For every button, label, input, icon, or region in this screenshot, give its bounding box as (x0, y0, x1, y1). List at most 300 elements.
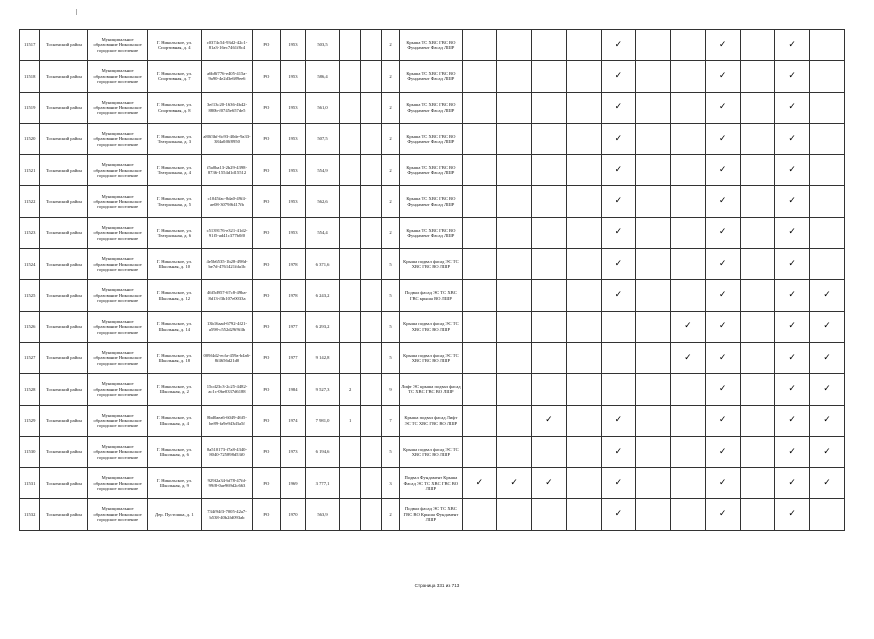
check-mark-icon: ✓ (823, 352, 831, 363)
lift-count-cell: 2 (339, 374, 360, 405)
build-year-cell: 1970 (280, 499, 306, 530)
lift-count-cell (339, 123, 360, 154)
district-cell: Тосненский район (40, 249, 88, 280)
house-guid-cell: 13b16aad-6792-4f21-a598-c552d29f9f4b (201, 311, 252, 342)
work-type-cell (636, 61, 671, 92)
area-cell: 554,9 (306, 155, 340, 186)
lift-count-cell: 1 (339, 405, 360, 436)
work-type-cell (532, 61, 567, 92)
floors-cell: 2 (381, 155, 399, 186)
build-year-cell: 1977 (280, 311, 306, 342)
build-year-cell: 1974 (280, 405, 306, 436)
work-type-cell (636, 92, 671, 123)
check-mark-icon: ✓ (788, 102, 796, 113)
row-id-cell: 11523 (20, 217, 40, 248)
work-type-cell (775, 155, 810, 186)
work-type-cell (566, 342, 601, 373)
table-body (20, 30, 845, 531)
table-row (20, 217, 845, 248)
work-type-cell (740, 374, 775, 405)
address-cell: Дер. Пустошка, д. 1 (147, 499, 201, 530)
work-type-cell (636, 499, 671, 530)
work-type-cell (740, 186, 775, 217)
work-type-cell (775, 249, 810, 280)
lift-count-cell (339, 280, 360, 311)
address-cell: Г. Никольское, ул. Школьная, д. 9 (147, 468, 201, 499)
check-mark-icon: ✓ (788, 164, 796, 175)
work-type-cell (462, 374, 497, 405)
work-type-cell (705, 123, 740, 154)
area-cell: 6 371,6 (306, 249, 340, 280)
floors-cell: 5 (381, 436, 399, 467)
work-type-cell (740, 342, 775, 373)
works-list-cell: Подвал фасад ЭС ТС ХВС ГВС ВО Крыша Фундамент ЛШР (400, 499, 462, 530)
work-type-cell (566, 92, 601, 123)
fund-form-cell: РО (253, 374, 281, 405)
fund-form-cell: РО (253, 342, 281, 373)
fund-form-cell: РО (253, 186, 281, 217)
build-year-cell: 1978 (280, 249, 306, 280)
work-type-cell (566, 155, 601, 186)
check-mark-icon: ✓ (614, 102, 623, 113)
row-id-cell: 11530 (20, 436, 40, 467)
lift-count-cell (339, 249, 360, 280)
work-type-cell (810, 468, 845, 499)
work-type-cell (566, 61, 601, 92)
lift-count-cell (339, 499, 360, 530)
check-mark-icon: ✓ (718, 415, 727, 426)
work-type-cell (636, 311, 671, 342)
house-guid-cell: 8a510173-f7a8-4340-8040-725898d53f0 (201, 436, 252, 467)
work-type-cell (810, 217, 845, 248)
district-cell: Тосненский район (40, 311, 88, 342)
district-cell: Тосненский район (40, 342, 88, 373)
lift-count-cell (339, 61, 360, 92)
work-type-cell (532, 280, 567, 311)
work-type-cell (497, 123, 532, 154)
work-type-cell (532, 374, 567, 405)
work-type-cell (636, 405, 671, 436)
municipality-cell: Муниципальное образование Никольское городское поселение (88, 186, 147, 217)
build-year-cell: 1953 (280, 61, 306, 92)
build-year-cell: 1953 (280, 186, 306, 217)
work-type-cell (671, 123, 706, 154)
page-number: Страница 331 из 713 (414, 583, 460, 588)
row-id-cell: 11532 (20, 499, 40, 530)
floors-cell: 9 (381, 374, 399, 405)
work-type-cell (636, 374, 671, 405)
works-list-cell: Крыша ТС ХВС ГВС ВО Фундамент Фасад ЛШР (400, 123, 462, 154)
row-id-cell: 11531 (20, 468, 40, 499)
area-cell: 562,6 (306, 186, 340, 217)
work-type-cell (601, 342, 636, 373)
fund-form-cell: РО (253, 92, 281, 123)
house-guid-cell: 4e5b6535-1b28-498d-be7d-4761421fda1b (201, 249, 252, 280)
row-id-cell: 11519 (20, 92, 40, 123)
district-cell: Тосненский район (40, 280, 88, 311)
work-type-cell (462, 30, 497, 61)
lift-count-cell (339, 92, 360, 123)
check-mark-icon: ✓ (823, 477, 831, 488)
lift-count-cell (339, 30, 360, 61)
municipality-cell: Муниципальное образование Никольское городское поселение (88, 61, 147, 92)
works-list-cell: Крыша подвал фасад ЭС ТС ХВС ГВС ВО ЛШР (400, 311, 462, 342)
work-type-cell (671, 405, 706, 436)
work-type-cell (671, 436, 706, 467)
check-mark-icon: ✓ (510, 477, 518, 488)
check-mark-icon: ✓ (788, 383, 796, 394)
check-mark-icon: ✓ (718, 39, 727, 50)
work-type-cell (497, 155, 532, 186)
district-cell: Тосненский район (40, 468, 88, 499)
check-mark-icon: ✓ (614, 133, 623, 144)
floors-cell: 2 (381, 61, 399, 92)
work-type-cell (671, 61, 706, 92)
address-cell: Г. Никольское, ул. Спортивная, д. 8 (147, 92, 201, 123)
check-mark-icon: ✓ (718, 477, 727, 488)
address-cell: Г. Никольское, ул. Театральная, д. 5 (147, 186, 201, 217)
scan-mark (76, 9, 77, 15)
work-type-cell (636, 280, 671, 311)
check-mark-icon: ✓ (684, 321, 692, 332)
lift-count-cell (339, 311, 360, 342)
work-type-cell (705, 499, 740, 530)
table-row (20, 92, 845, 123)
work-type-cell (532, 342, 567, 373)
fund-form-cell: РО (253, 468, 281, 499)
area-cell: 6 194,6 (306, 436, 340, 467)
area-cell: 507,5 (306, 123, 340, 154)
work-type-cell (705, 468, 740, 499)
work-type-cell (740, 155, 775, 186)
check-mark-icon: ✓ (788, 227, 796, 238)
work-type-cell (671, 311, 706, 342)
work-type-cell (810, 30, 845, 61)
floors-cell: 2 (381, 123, 399, 154)
lift-count-cell (339, 468, 360, 499)
table-row (20, 499, 845, 530)
table-row (20, 123, 845, 154)
extra-count-cell (361, 468, 381, 499)
table-row (20, 249, 845, 280)
work-type-cell (636, 468, 671, 499)
work-type-cell (462, 405, 497, 436)
row-id-cell: 11520 (20, 123, 40, 154)
municipality-cell: Муниципальное образование Никольское городское поселение (88, 249, 147, 280)
work-type-cell (740, 123, 775, 154)
build-year-cell: 1977 (280, 342, 306, 373)
fund-form-cell: РО (253, 499, 281, 530)
work-type-cell (740, 30, 775, 61)
check-mark-icon: ✓ (718, 290, 727, 301)
work-type-cell (636, 155, 671, 186)
address-cell: Г. Никольское, ул. Театральная, д. 4 (147, 155, 201, 186)
district-cell: Тосненский район (40, 30, 88, 61)
house-guid-cell: 734f94f3-7005-42a7-b538-40b2fd093ab (201, 499, 252, 530)
fund-form-cell: РО (253, 249, 281, 280)
check-mark-icon: ✓ (718, 102, 727, 113)
work-type-cell (462, 311, 497, 342)
check-mark-icon: ✓ (788, 352, 796, 363)
work-type-cell (601, 61, 636, 92)
fund-form-cell: РО (253, 123, 281, 154)
table-row (20, 405, 845, 436)
work-type-cell (775, 280, 810, 311)
lift-count-cell (339, 217, 360, 248)
work-type-cell (705, 61, 740, 92)
extra-count-cell (361, 30, 381, 61)
work-type-cell (566, 280, 601, 311)
work-type-cell (532, 186, 567, 217)
table-row (20, 374, 845, 405)
check-mark-icon: ✓ (788, 477, 796, 488)
work-type-cell (601, 249, 636, 280)
check-mark-icon: ✓ (545, 477, 553, 488)
table-row (20, 468, 845, 499)
works-list-cell: Крыша подвал фасад ЭС ТС ХВС ГВС ВО ЛШР (400, 342, 462, 373)
floors-cell: 2 (381, 92, 399, 123)
work-type-cell (775, 499, 810, 530)
work-type-cell (566, 499, 601, 530)
works-list-cell: Подвал Фундамент Крыша Фасад ЭС ТС ХВС ГВС ВО ЛШР (400, 468, 462, 499)
address-cell: Г. Никольское, ул. Школьная, д. 6 (147, 436, 201, 467)
area-cell: 561,0 (306, 92, 340, 123)
work-type-cell (636, 123, 671, 154)
check-mark-icon: ✓ (788, 290, 796, 301)
area-cell: 586,4 (306, 61, 340, 92)
work-type-cell (705, 186, 740, 217)
work-type-cell (810, 436, 845, 467)
work-type-cell (671, 468, 706, 499)
work-type-cell (462, 217, 497, 248)
work-type-cell (636, 186, 671, 217)
extra-count-cell (361, 217, 381, 248)
work-type-cell (775, 92, 810, 123)
table-row (20, 61, 845, 92)
municipality-cell: Муниципальное образование Никольское городское поселение (88, 436, 147, 467)
area-cell: 6 243,2 (306, 280, 340, 311)
check-mark-icon: ✓ (718, 321, 727, 332)
floors-cell: 3 (381, 468, 399, 499)
work-type-cell (532, 30, 567, 61)
house-guid-cell: c5139176-e321-41d2-91f5-ad41c377b0f0 (201, 217, 252, 248)
works-list-cell: Крыша ТС ХВС ГВС ВО Фундамент Фасад ЛШР (400, 217, 462, 248)
work-type-cell (497, 217, 532, 248)
check-mark-icon: ✓ (718, 164, 727, 175)
check-mark-icon: ✓ (788, 258, 796, 269)
row-id-cell: 11517 (20, 30, 40, 61)
work-type-cell (705, 311, 740, 342)
work-type-cell (601, 499, 636, 530)
row-id-cell: 11527 (20, 342, 40, 373)
municipality-cell: Муниципальное образование Никольское городское поселение (88, 155, 147, 186)
municipality-cell: Муниципальное образование Никольское городское поселение (88, 123, 147, 154)
work-type-cell (810, 280, 845, 311)
work-type-cell (810, 61, 845, 92)
work-type-cell (566, 217, 601, 248)
table-row (20, 155, 845, 186)
municipality-cell: Муниципальное образование Никольское городское поселение (88, 311, 147, 342)
address-cell: Г. Никольское, ул. Театральная, д. 3 (147, 123, 201, 154)
floors-cell: 2 (381, 217, 399, 248)
build-year-cell: 1978 (280, 280, 306, 311)
municipality-cell: Муниципальное образование Никольское городское поселение (88, 405, 147, 436)
municipality-cell: Муниципальное образование Никольское городское поселение (88, 280, 147, 311)
work-type-cell (740, 499, 775, 530)
work-type-cell (671, 186, 706, 217)
check-mark-icon: ✓ (823, 321, 831, 332)
municipality-cell: Муниципальное образование Никольское городское поселение (88, 30, 147, 61)
work-type-cell (671, 374, 706, 405)
work-type-cell (566, 436, 601, 467)
work-type-cell (462, 61, 497, 92)
floors-cell: 5 (381, 280, 399, 311)
work-type-cell (671, 30, 706, 61)
extra-count-cell (361, 499, 381, 530)
works-list-cell: Крыша ТС ХВС ГВС ВО Фундамент Фасад ЛШР (400, 61, 462, 92)
work-type-cell (810, 186, 845, 217)
check-mark-icon: ✓ (823, 446, 831, 457)
check-mark-icon: ✓ (718, 70, 727, 81)
work-type-cell (810, 311, 845, 342)
municipality-cell: Муниципальное образование Никольское городское поселение (88, 342, 147, 373)
work-type-cell (740, 217, 775, 248)
address-cell: Г. Никольское, ул. Театральная, д. 6 (147, 217, 201, 248)
work-type-cell (601, 155, 636, 186)
row-id-cell: 11525 (20, 280, 40, 311)
area-cell: 6 293,2 (306, 311, 340, 342)
work-type-cell (705, 436, 740, 467)
work-type-cell (705, 217, 740, 248)
work-type-cell (775, 30, 810, 61)
work-type-cell (497, 30, 532, 61)
work-type-cell (462, 280, 497, 311)
work-type-cell (601, 280, 636, 311)
work-type-cell (601, 30, 636, 61)
check-mark-icon: ✓ (718, 383, 727, 394)
works-list-cell: Крыша ТС ХВС ГВС ВО Фундамент Фасад ЛШР (400, 186, 462, 217)
work-type-cell (462, 499, 497, 530)
build-year-cell: 1953 (280, 155, 306, 186)
house-guid-cell: 15cd23c3-2c25-4482-ac1c-0be0337d6188 (201, 374, 252, 405)
extra-count-cell (361, 405, 381, 436)
work-type-cell (705, 92, 740, 123)
work-type-cell (705, 249, 740, 280)
row-id-cell: 11521 (20, 155, 40, 186)
work-type-cell (497, 311, 532, 342)
lift-count-cell (339, 155, 360, 186)
row-id-cell: 11529 (20, 405, 40, 436)
work-type-cell (566, 405, 601, 436)
check-mark-icon: ✓ (614, 164, 623, 175)
work-type-cell (671, 499, 706, 530)
work-type-cell (497, 436, 532, 467)
work-type-cell (775, 405, 810, 436)
work-type-cell (636, 30, 671, 61)
check-mark-icon: ✓ (718, 196, 727, 207)
work-type-cell (532, 155, 567, 186)
work-type-cell (740, 249, 775, 280)
check-mark-icon: ✓ (788, 415, 796, 426)
work-type-cell (497, 61, 532, 92)
table-row (20, 342, 845, 373)
area-cell: 503,5 (306, 30, 340, 61)
work-type-cell (532, 499, 567, 530)
work-type-cell (740, 436, 775, 467)
work-type-cell (740, 311, 775, 342)
work-type-cell (497, 499, 532, 530)
fund-form-cell: РО (253, 155, 281, 186)
house-guid-cell: c0374c54-93d2-42c1-81a3-16ec7461f8c4 (201, 30, 252, 61)
lift-count-cell (339, 342, 360, 373)
floors-cell: 7 (381, 405, 399, 436)
check-mark-icon: ✓ (614, 196, 623, 207)
area-cell: 554,4 (306, 217, 340, 248)
work-type-cell (775, 374, 810, 405)
district-cell: Тосненский район (40, 123, 88, 154)
fund-form-cell: РО (253, 30, 281, 61)
work-type-cell (705, 405, 740, 436)
district-cell: Тосненский район (40, 155, 88, 186)
work-type-cell (775, 217, 810, 248)
fund-form-cell: РО (253, 405, 281, 436)
work-type-cell (601, 374, 636, 405)
work-type-cell (636, 342, 671, 373)
work-type-cell (532, 436, 567, 467)
area-cell: 9 142,8 (306, 342, 340, 373)
works-list-cell: Подвал фасад ЭС ТС ХВС ГВС крыша ВО ЛШР (400, 280, 462, 311)
municipality-cell: Муниципальное образование Никольское городское поселение (88, 499, 147, 530)
work-type-cell (775, 342, 810, 373)
extra-count-cell (361, 249, 381, 280)
work-type-cell (775, 436, 810, 467)
extra-count-cell (361, 374, 381, 405)
work-type-cell (601, 311, 636, 342)
work-type-cell (497, 186, 532, 217)
check-mark-icon: ✓ (718, 227, 727, 238)
work-type-cell (601, 92, 636, 123)
works-list-cell: Крыша подвал фасад ЭС ТС ХВС ГВС ВО ЛШР (400, 249, 462, 280)
work-type-cell (671, 92, 706, 123)
row-id-cell: 11524 (20, 249, 40, 280)
check-mark-icon: ✓ (788, 446, 796, 457)
municipality-cell: Муниципальное образование Никольское городское поселение (88, 468, 147, 499)
check-mark-icon: ✓ (823, 415, 831, 426)
extra-count-cell (361, 311, 381, 342)
work-type-cell (601, 123, 636, 154)
work-type-cell (810, 374, 845, 405)
check-mark-icon: ✓ (788, 196, 796, 207)
works-list-cell: Крыша подвал фасад Лифт ЭС ТС ХВС ГВС ВО ЛШР (400, 405, 462, 436)
fund-form-cell: РО (253, 217, 281, 248)
work-type-cell (566, 468, 601, 499)
fund-form-cell: РО (253, 436, 281, 467)
work-type-cell (705, 30, 740, 61)
work-type-cell (636, 217, 671, 248)
housing-register-table (19, 29, 845, 531)
work-type-cell (775, 311, 810, 342)
work-type-cell (462, 436, 497, 467)
house-guid-cell: a80f3bf-6c93-40de-9a33-384a0f0f8950 (201, 123, 252, 154)
work-type-cell (775, 186, 810, 217)
work-type-cell (740, 61, 775, 92)
works-list-cell: Крыша ТС ХВС ГВС ВО Фундамент Фасад ЛШР (400, 30, 462, 61)
check-mark-icon: ✓ (614, 227, 623, 238)
work-type-cell (566, 30, 601, 61)
district-cell: Тосненский район (40, 186, 88, 217)
extra-count-cell (361, 123, 381, 154)
work-type-cell (671, 280, 706, 311)
